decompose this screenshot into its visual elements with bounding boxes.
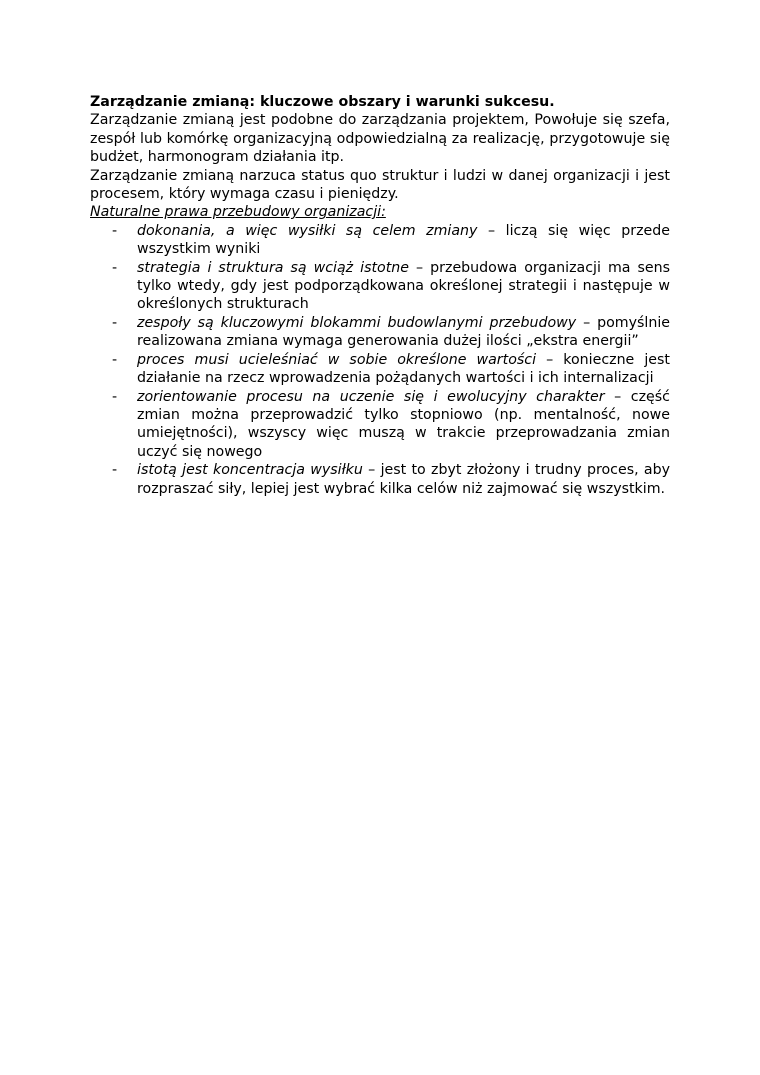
law-description: – liczą się więc przede wszystkim wyniki [137,222,670,258]
law-term: zespoły są kluczowymi blokammi budowlanymi przebudowy [137,314,577,331]
bullet-dash: - [112,259,118,276]
list-item [90,314,670,351]
laws-list [90,222,670,498]
status-quo-paragraph: Zarządzanie zmianą narzuca status quo struktur i ludzi w danej organizacji i jest procesem, który wymaga czasu i pieniędzy. [90,167,670,203]
law-term: istotą jest koncentracja wysiłku [137,462,363,479]
law-description: – pomyślnie realizowana zmiana wymaga generowania dużej ilości „ekstra energii” [137,314,670,350]
bullet-dash: - [112,388,118,405]
intro-paragraph: Zarządzanie zmianą jest podobne do zarządzania projektem, Powołuje się szefa, zespół lub komórkę organizacyjną odpowiedzialną za realizację, przygotowuje się budżet, harmonogram działania itp. [90,112,670,166]
list-item [90,388,670,462]
law-description: – konieczne jest działanie na rzecz wprowadzenia pożądanych wartości i ich internalizacji [137,351,670,387]
laws-heading: Naturalne prawa przebudowy organizacji: [90,204,386,221]
list-item [90,351,670,388]
law-term: proces musi ucieleśniać w sobie określone wartości [137,351,537,368]
list-item [90,259,670,314]
list-item [90,461,670,498]
law-term: strategia i struktura są wciąż istotne [137,259,410,276]
law-description: – przebudowa organizacji ma sens tylko wtedy, gdy jest podporządkowana określonej strategii i następuje w określonych strukturach [137,259,670,313]
bullet-dash: - [112,314,118,331]
document-title: Zarządzanie zmianą: kluczowe obszary i warunki sukcesu. [90,94,555,110]
law-term: dokonania, a więc wysiłki są celem zmiany [137,222,478,239]
bullet-dash: - [112,462,118,479]
document-page [90,93,670,498]
law-term: zorientowanie procesu na uczenie się i ewolucyjny charakter [137,388,605,405]
bullet-dash: - [112,351,118,368]
list-item [90,222,670,259]
law-description: – część zmian można przeprowadzić tylko stopniowo (np. mentalność, nowe umiejętności), wszyscy więc muszą w trakcie przeprowadzania zmian uczyć się nowego [137,388,670,460]
bullet-dash: - [112,222,118,239]
law-description: – jest to zbyt złożony i trudny proces, aby rozpraszać siły, lepiej jest wybrać kilka celów niż zajmować się wszystkim. [137,462,671,497]
